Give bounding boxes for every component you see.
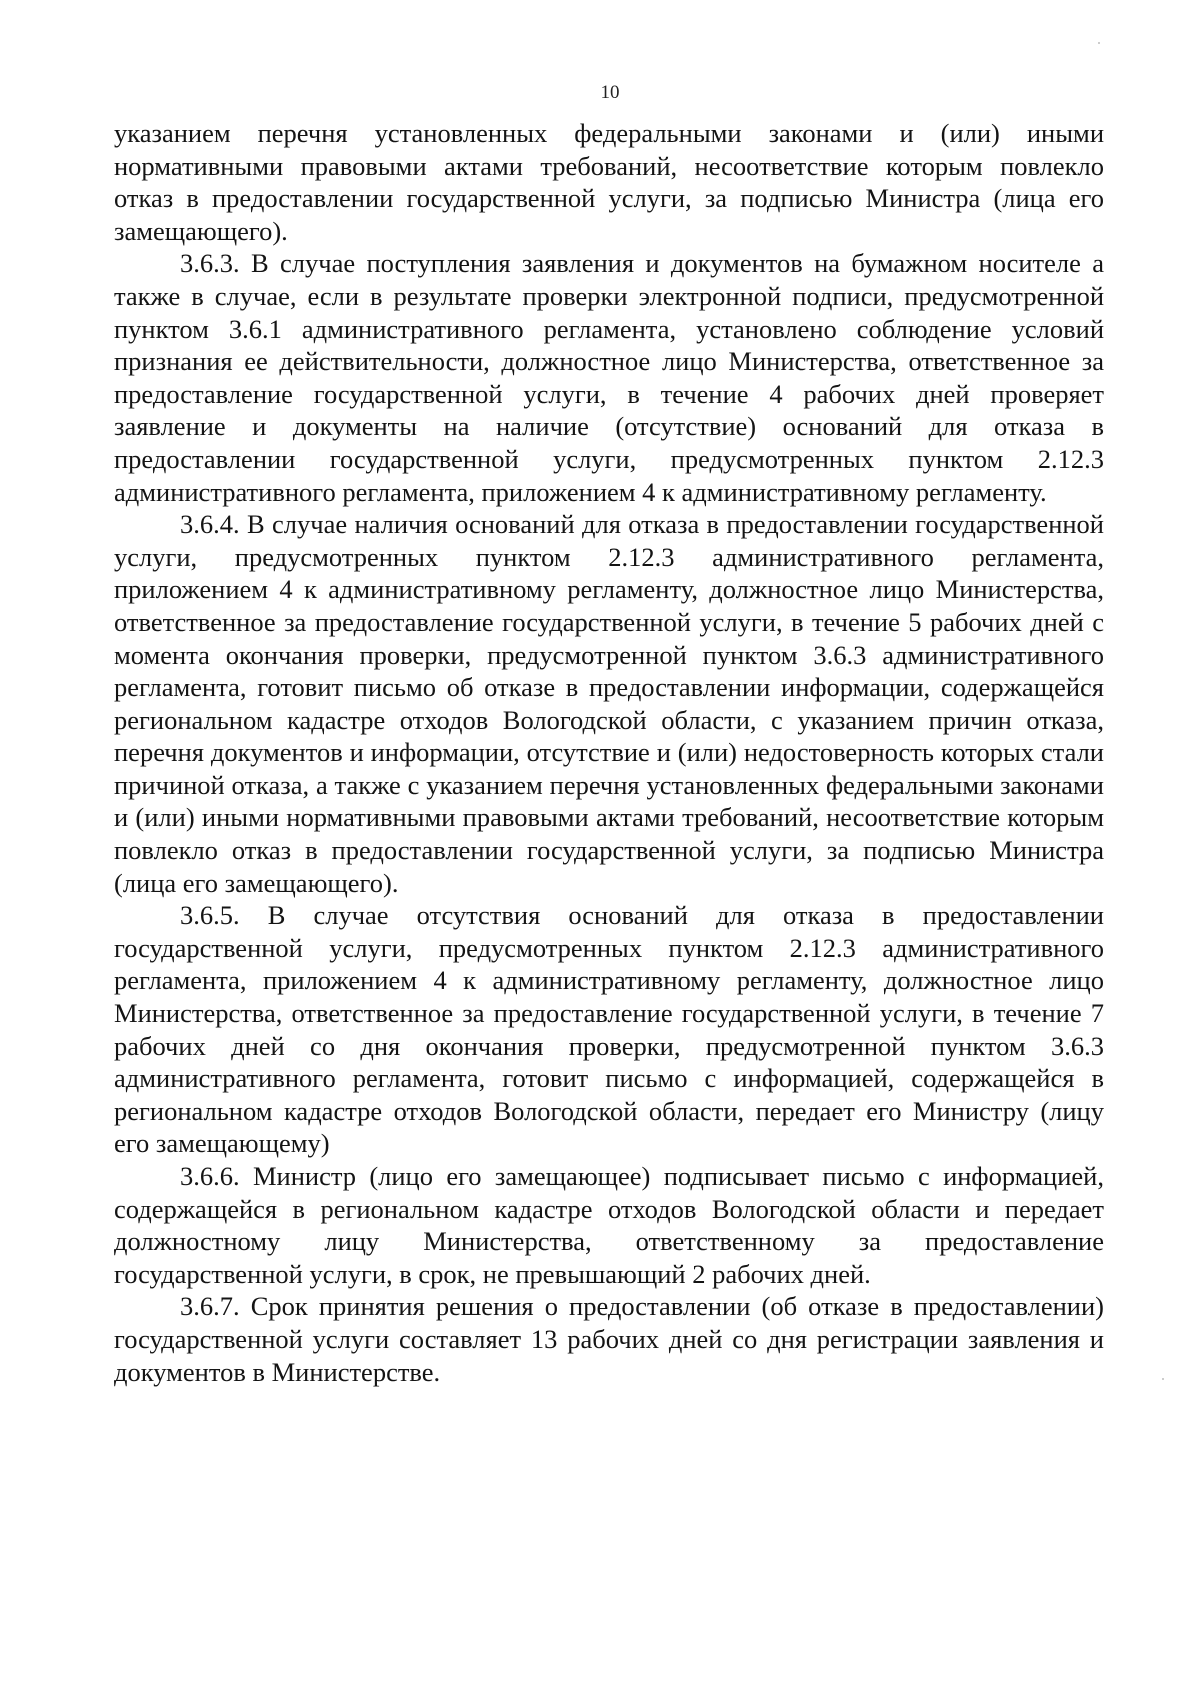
paragraph-3-6-6: 3.6.6. Министр (лицо его замещающее) подписывает письмо с информацией, содержащейся в региональном кадастре отходов Вологодской области и передает должностному лицу Министерства, ответственному за предоставление государственной услуги, в срок, не превышающий 2 рабочих дней. xyxy=(114,1161,1104,1289)
scan-speck xyxy=(1098,42,1100,44)
page-number: 10 xyxy=(600,82,620,103)
paragraph-3-6-3: 3.6.3. В случае поступления заявления и документов на бумажном носителе а также в случае, если в результате проверки электронной подписи, предусмотренной пунктом 3.6.1 административного регламента, установлено соблюдение условий признания ее действительности, должностное лицо Министерства, ответственное за предоставление государственной услуги, в течение 4 рабочих дней проверяет заявление и документы на наличие (отсутствие) оснований для отказа в предоставлении государственной услуги, предусмотренных пунктом 2.12.3 административного регламента, приложением 4 к административному регламенту. xyxy=(114,248,1104,507)
scan-speck xyxy=(1162,1378,1164,1380)
paragraph-3-6-4: 3.6.4. В случае наличия оснований для отказа в предоставлении государственной услуги, предусмотренных пунктом 2.12.3 административного регламента, приложением 4 к административному регламенту, должностное лицо Министерства, ответственное за предоставление государственной услуги, в течение 5 рабочих дней с момента окончания проверки, предусмотренной пунктом 3.6.3 административного регламента, готовит письмо об отказе в предоставлении информации, содержащейся региональном кадастре отходов Вологодской области, с указанием причин отказа, перечня документов и информации, отсутствие и (или) недостоверность которых стали причиной отказа, а также с указанием перечня установленных федеральными законами и (или) иными нормативными правовыми актами требований, несоответствие которым повлекло отказ в предоставлении государственной услуги, за подписью Министра (лица его замещающего). xyxy=(114,509,1104,898)
paragraph-3-6-7: 3.6.7. Срок принятия решения о предоставлении (об отказе в предоставлении) государственной услуги составляет 13 рабочих дней со дня регистрации заявления и документов в Министерстве. xyxy=(114,1291,1104,1387)
paragraph-continuation: указанием перечня установленных федеральными законами и (или) иными нормативными правовыми актами требований, несоответствие которым повлекло отказ в предоставлении государственной услуги, за подписью Министра (лица его замещающего). xyxy=(114,118,1104,246)
document-body xyxy=(114,117,1104,1388)
paragraph-3-6-5: 3.6.5. В случае отсутствия оснований для отказа в предоставлении государственной услуги, предусмотренных пунктом 2.12.3 административного регламента, приложением 4 к административному регламенту, должностное лицо Министерства, ответственное за предоставление государственной услуги, в течение 7 рабочих дней со дня окончания проверки, предусмотренной пунктом 3.6.3 административного регламента, готовит письмо с информацией, содержащейся в региональном кадастре отходов Вологодской области, передает его Министру (лицу его замещающему) xyxy=(114,900,1104,1159)
